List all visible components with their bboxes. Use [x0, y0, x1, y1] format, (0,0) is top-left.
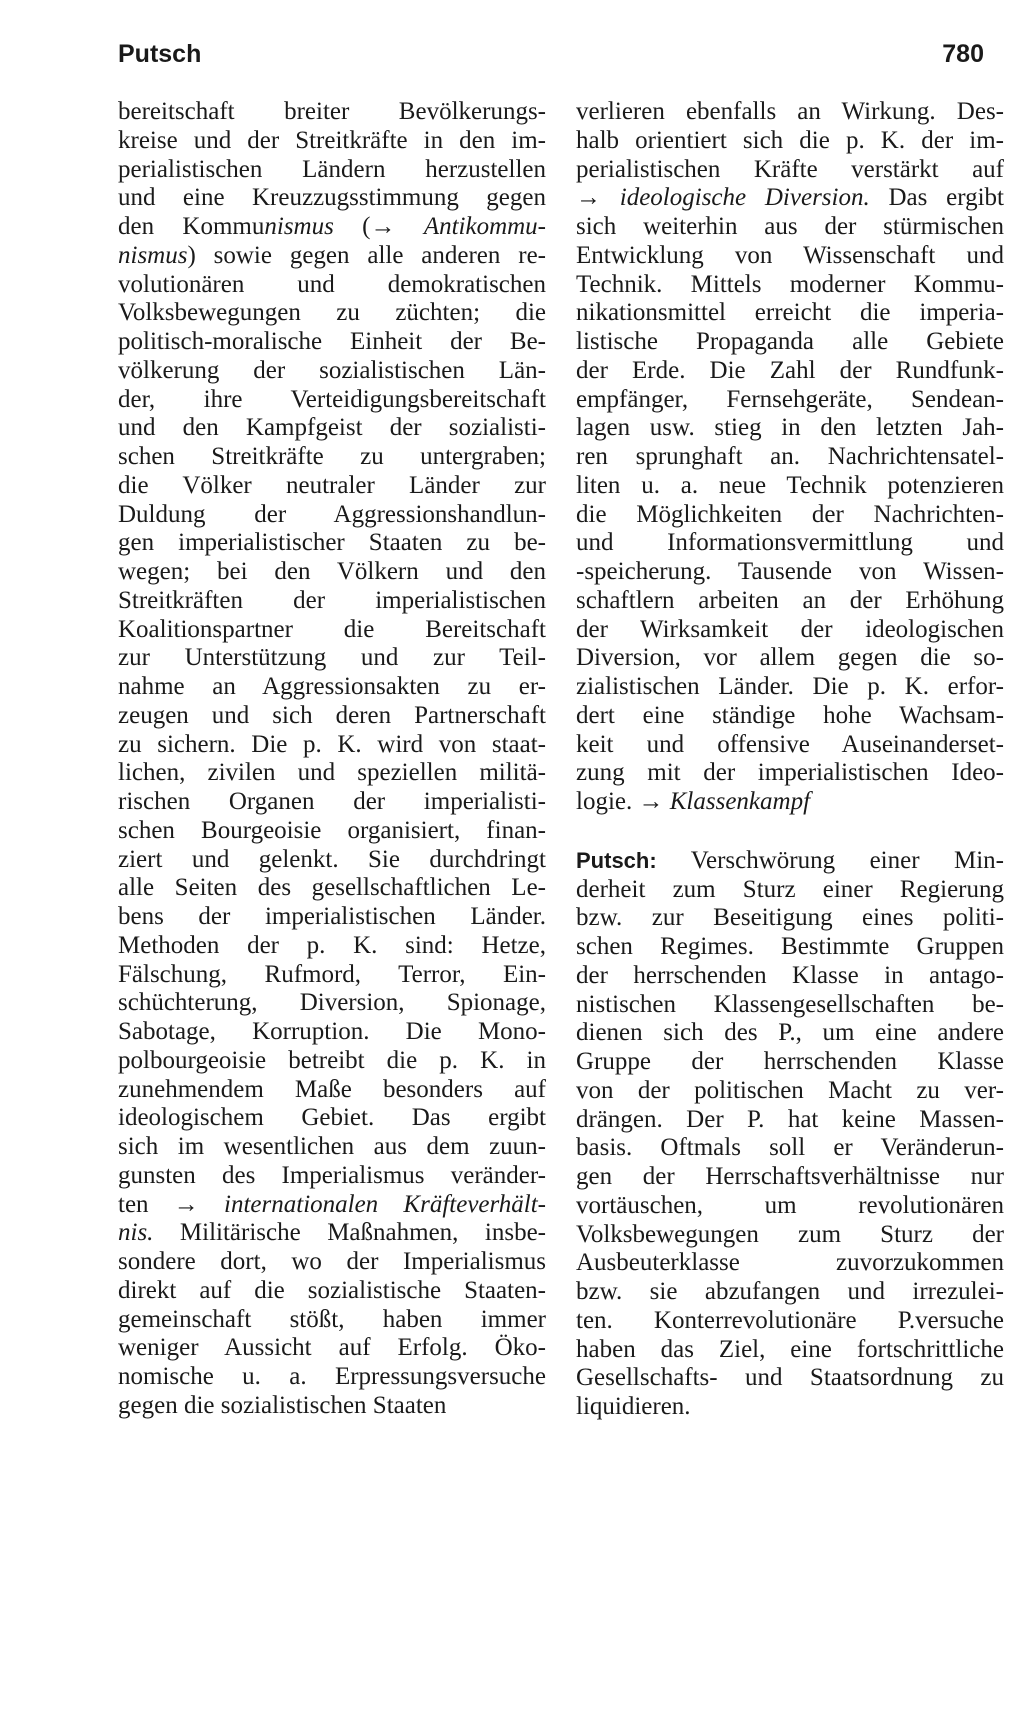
text-line: sich im wesentlichen aus dem zuun-	[118, 1133, 546, 1160]
text-line: → ideologische Diversion. Das ergibt	[576, 184, 1004, 212]
entry-text: nistischen Klassengesellschaften be-	[576, 990, 1004, 1018]
text-line	[576, 1106, 1004, 1135]
entry-text: der herrschenden Klasse in antago-	[576, 961, 1004, 989]
text-line: schüchterung, Diversion, Spionage,	[118, 989, 546, 1017]
text-line	[576, 1393, 1004, 1422]
text-line: dert eine ständige hohe Wachsam-	[576, 701, 1004, 729]
text-line: keit und offensive Auseinanderset-	[576, 730, 1004, 758]
text-line: bens der imperialistischen Länder.	[118, 903, 546, 930]
text-line: volutionären und demokratischen	[118, 270, 546, 298]
text-line: der Erde. Die Zahl der Rundfunk-	[576, 356, 1004, 384]
text-line: politisch-moralische Einheit der Be-	[118, 328, 546, 355]
page-number: 780	[942, 40, 984, 68]
text-line: weniger Aussicht auf Erfolg. Öko-	[118, 1334, 546, 1362]
text-line: perialistischen Ländern herzustellen	[118, 155, 546, 183]
text-line: kreise und der Streitkräfte in den im-	[118, 126, 546, 154]
text-line: den Kommunismus (→ Antikommu-	[118, 213, 547, 240]
text-line: zeugen und sich deren Partnerschaft	[118, 701, 546, 729]
text-line: nikationsmittel erreicht die imperia-	[576, 299, 1004, 327]
text-line: Volksbewegungen zu züchten; die	[118, 299, 546, 327]
text-line: nismus) sowie gegen alle anderen re-	[118, 241, 546, 269]
entry-text: Verschwörung einer Min-	[656, 846, 1004, 874]
text-line: schen Bourgeoisie organisiert, finan-	[118, 816, 546, 844]
text-line	[576, 1249, 1004, 1278]
text-line: der Wirksamkeit der ideologischen	[576, 615, 1004, 643]
text-line: Koalitionspartner die Bereitschaft	[118, 615, 546, 643]
text-line: die Möglichkeiten der Nachrichten-	[576, 500, 1004, 528]
entry-text: bzw. zur Beseitigung eines politi-	[576, 904, 1004, 932]
text-line: direkt auf die sozialistische Staaten-	[118, 1276, 546, 1304]
entry-text: liquidieren.	[576, 1393, 691, 1420]
text-line: gemeinschaft stößt, haben immer	[118, 1305, 546, 1333]
entry-text: ten. Konterrevolutionäre P.versuche	[576, 1306, 1004, 1334]
text-line: und den Kampfgeist der sozialisti-	[118, 414, 546, 442]
continued-entry-text	[576, 98, 1004, 817]
text-line: polbourgeoisie betreibt die p. K. in	[118, 1046, 546, 1074]
text-line	[576, 962, 1004, 991]
text-line	[576, 1336, 1004, 1365]
entry-text: Ausbeuterklasse zuvorzukommen	[576, 1249, 1004, 1277]
text-line: schen Streitkräfte zu untergraben;	[118, 443, 546, 470]
text-line: zialistischen Länder. Die p. K. erfor-	[576, 673, 1004, 700]
entry-text: vortäuschen, um revolutionären	[576, 1191, 1004, 1219]
text-line	[576, 847, 1004, 876]
text-line: Duldung der Aggressionshandlun-	[118, 500, 546, 528]
text-line	[576, 1364, 1004, 1393]
text-line: Sabotage, Korruption. Die Mono-	[118, 1018, 546, 1045]
text-line: zunehmendem Maße besonders auf	[118, 1075, 546, 1103]
text-line: der, ihre Verteidigungsbereitschaft	[118, 385, 546, 413]
text-line: die Völker neutraler Länder zur	[118, 471, 546, 499]
text-line: nis. Militärische Maßnahmen, insbe-	[118, 1219, 546, 1247]
text-line: ziert und gelenkt. Sie durchdringt	[118, 845, 546, 873]
text-line	[576, 991, 1004, 1020]
text-line: empfänger, Fernsehgeräte, Sendean-	[576, 385, 1004, 413]
text-line: verlieren ebenfalls an Wirkung. Des-	[576, 98, 1004, 125]
text-line	[576, 1221, 1004, 1250]
text-line: völkerung der sozialistischen Län-	[118, 356, 546, 384]
text-line: liten u. a. neue Technik potenzieren	[576, 471, 1004, 499]
text-line: alle Seiten des gesellschaftlichen Le-	[118, 874, 546, 902]
text-line: bereitschaft breiter Bevölkerungs-	[118, 98, 546, 125]
text-line: ideologischem Gebiet. Das ergibt	[118, 1104, 546, 1132]
text-line: ten → internationalen Kräfteverhält-	[118, 1190, 546, 1218]
text-line: listische Propaganda alle Gebiete	[576, 328, 1004, 355]
text-line: sondere dort, wo der Imperialismus	[118, 1248, 546, 1275]
text-line: -speicherung. Tausende von Wissen-	[576, 558, 1004, 585]
entry-text: basis. Oftmals soll er Veränderun-	[576, 1134, 1004, 1162]
text-line	[576, 1307, 1004, 1336]
text-line: gunsten des Imperialismus veränder-	[118, 1161, 546, 1189]
text-line: Entwicklung von Wissenschaft und	[576, 241, 1004, 269]
entry-gap	[576, 817, 1004, 847]
text-line: und Informationsvermittlung und	[576, 529, 1004, 557]
text-line: logie. → Klassenkampf	[576, 788, 811, 815]
text-line: halb orientiert sich die p. K. der im-	[576, 126, 1004, 154]
text-line: lichen, zivilen und speziellen militä-	[118, 759, 546, 787]
text-line: zu sichern. Die p. K. wird von staat-	[118, 730, 546, 758]
entry-text: haben das Ziel, eine fortschrittliche	[576, 1335, 1004, 1363]
text-line: Diversion, vor allem gegen die so-	[576, 644, 1004, 672]
running-title: Putsch	[118, 40, 202, 68]
text-line: zur Unterstützung und zur Teil-	[118, 644, 546, 672]
text-line	[576, 1019, 1004, 1048]
text-line	[576, 1077, 1004, 1106]
text-line: Fälschung, Rufmord, Terror, Ein-	[118, 960, 546, 988]
entry-text: schen Regimes. Bestimmte Gruppen	[576, 933, 1004, 960]
right-column	[576, 98, 1004, 1422]
entry-text: bzw. sie abzufangen und irrezulei-	[576, 1278, 1004, 1305]
entry-text: Volksbewegungen zum Sturz der	[576, 1220, 1004, 1248]
entry-text: dienen sich des P., um eine andere	[576, 1019, 1004, 1047]
entry-putsch	[576, 847, 1004, 1422]
entry-text: Gesellschafts- und Staatsordnung zu	[576, 1364, 1004, 1392]
text-line: nahme an Aggressionsakten zu er-	[118, 673, 546, 700]
text-line: Technik. Mittels moderner Kommu-	[576, 270, 1004, 298]
text-line: lagen usw. stieg in den letzten Jah-	[576, 414, 1004, 442]
text-line	[576, 1192, 1004, 1221]
entry-text: von der politischen Macht zu ver-	[576, 1076, 1004, 1104]
text-line	[576, 876, 1004, 905]
text-line: wegen; bei den Völkern und den	[118, 558, 546, 585]
text-line: rischen Organen der imperialisti-	[118, 788, 546, 815]
entry-text: drängen. Der P. hat keine Massen-	[576, 1105, 1004, 1133]
text-line	[576, 1278, 1004, 1307]
text-line: Streitkräften der imperialistischen	[118, 586, 546, 614]
text-line: Methoden der p. K. sind: Hetze,	[118, 931, 546, 959]
text-line	[576, 1134, 1004, 1163]
text-line: zung mit der imperialistischen Ideo-	[576, 759, 1004, 787]
text-line: ren sprunghaft an. Nachrichtensatel-	[576, 443, 1004, 470]
text-line: gen imperialistischer Staaten zu be-	[118, 529, 546, 557]
entry-text: derheit zum Sturz einer Regierung	[576, 875, 1004, 903]
text-line: nomische u. a. Erpressungsversuche	[118, 1363, 546, 1390]
text-line	[576, 1048, 1004, 1077]
text-line: schaftlern arbeiten an der Erhöhung	[576, 586, 1004, 614]
entry-text: Gruppe der herrschenden Klasse	[576, 1048, 1004, 1075]
text-line: perialistischen Kräfte verstärkt auf	[576, 155, 1004, 183]
text-line: und eine Kreuzzugsstimmung gegen	[118, 184, 546, 212]
entry-headword: Putsch:	[576, 847, 657, 873]
text-line: gegen die sozialistischen Staaten	[118, 1391, 447, 1419]
text-line	[576, 933, 1004, 962]
text-line	[576, 1163, 1004, 1192]
entry-text: gen der Herrschaftsverhältnisse nur	[576, 1163, 1004, 1190]
left-column	[118, 98, 546, 1421]
text-line: sich weiterhin aus der stürmischen	[576, 213, 1004, 240]
text-line	[576, 904, 1004, 933]
